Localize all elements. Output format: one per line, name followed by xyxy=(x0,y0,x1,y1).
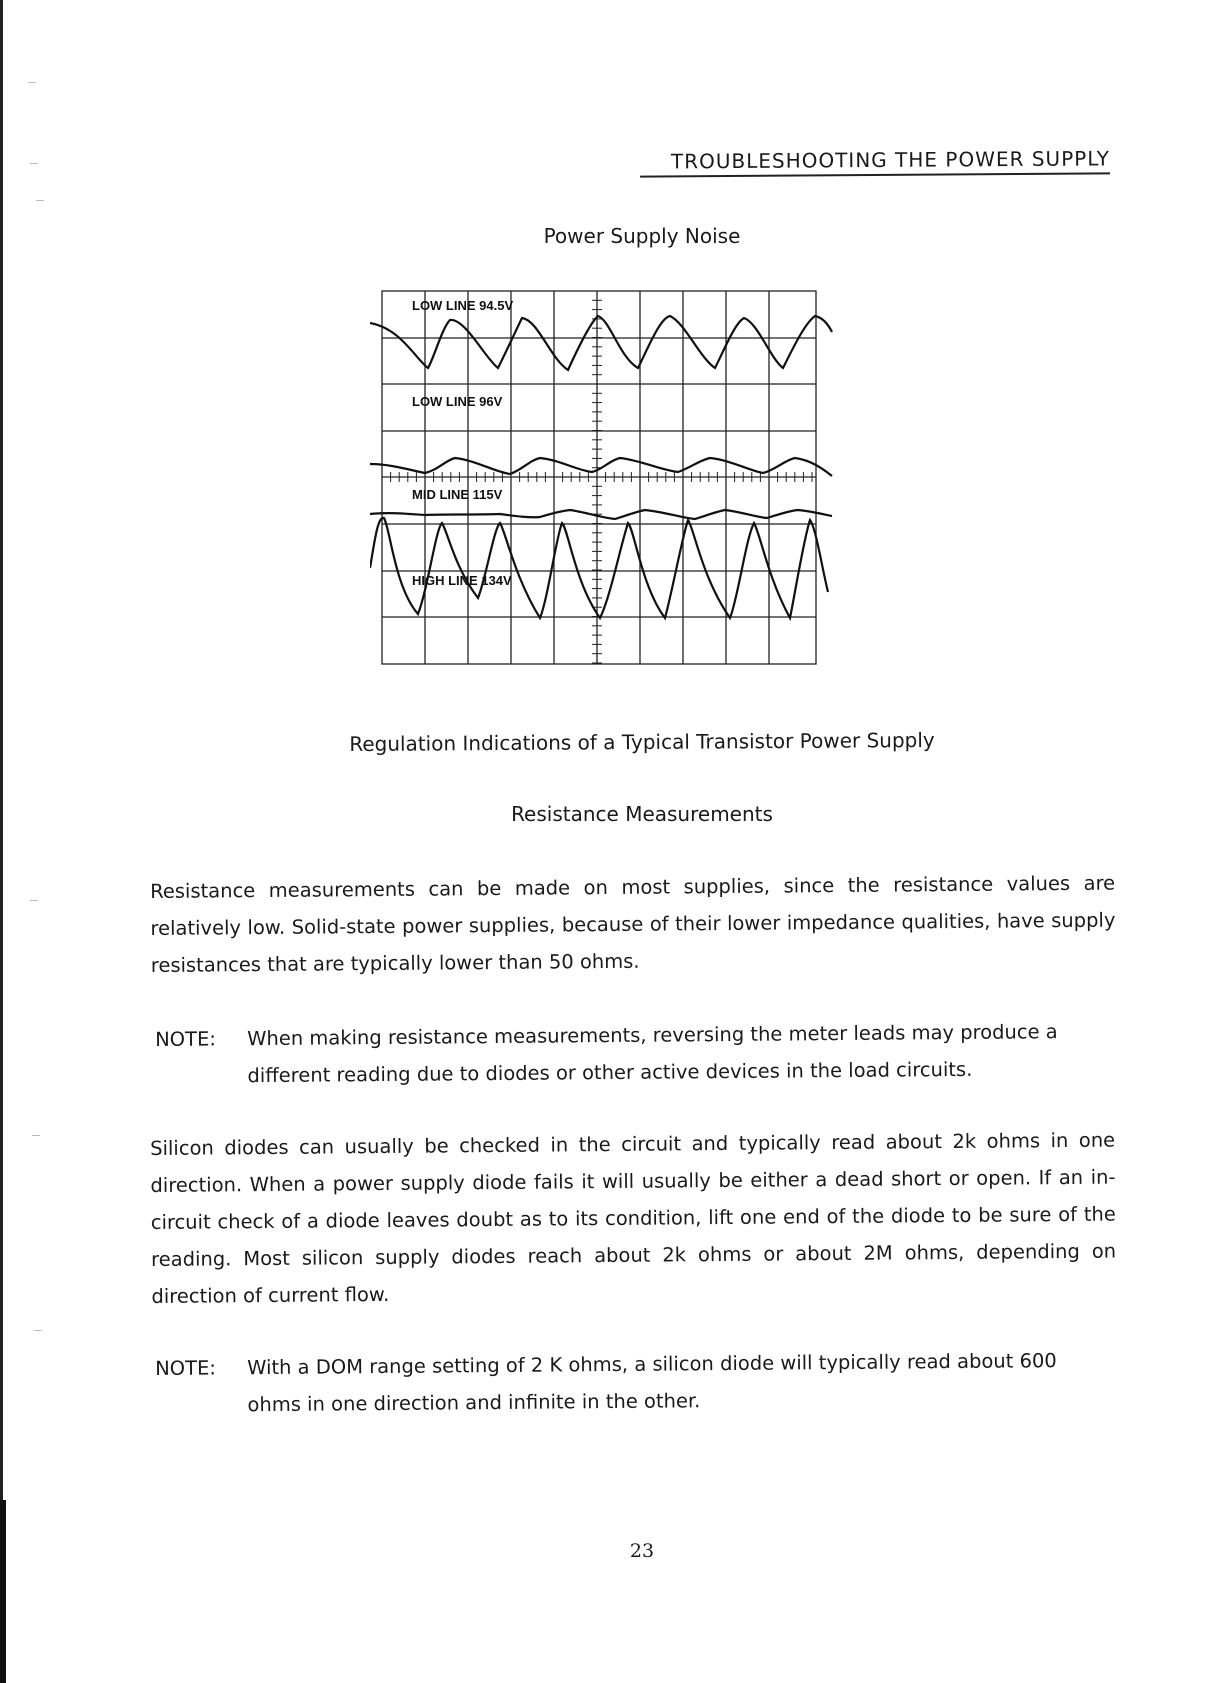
note-meter-leads xyxy=(155,1013,1116,1095)
scan-edge xyxy=(0,0,3,1683)
note-text: When making resistance measurements, reversing the meter leads may produce a different reading due to diodes or other active devices in the load circuits. xyxy=(247,1020,1058,1088)
scan-speck xyxy=(30,900,38,901)
paragraph-diodes: Silicon diodes can usually be checked in the circuit and typically read about 2k ohms in one direction. When a power supply diode fails it will usually be either a dead short or open. If an in-circuit check of a diode leaves doubt as to its condition, lift one end of the diode to be sure of the reading. Most silicon supply diodes reach about 2k ohms or about 2M ohms, depending on direction of current flow. xyxy=(150,1128,1117,1308)
scan-speck xyxy=(36,200,44,201)
trace-label-1: LOW LINE 94.5V xyxy=(412,298,514,313)
trace-labels xyxy=(412,298,513,588)
scan-edge-bottom xyxy=(0,1500,6,1683)
trace-label-3: MID LINE 115V xyxy=(412,487,503,502)
scan-speck xyxy=(34,1330,42,1331)
trace-low-line-96v xyxy=(370,458,832,476)
note-label: NOTE: xyxy=(155,1356,217,1380)
oscilloscope-figure xyxy=(370,288,840,678)
note-label: NOTE: xyxy=(155,1027,217,1051)
page-number: 23 xyxy=(629,1540,655,1562)
trace-label-2: LOW LINE 96V xyxy=(412,394,503,409)
note-text: With a DOM range setting of 2 K ohms, a silicon diode will typically read about 600 ohms in one direction and infinite in the other. xyxy=(247,1349,1057,1417)
section-heading: Resistance Measurements xyxy=(511,802,773,826)
trace-label-4: HIGH LINE 134V xyxy=(412,573,512,588)
figure-title: Power Supply Noise xyxy=(543,224,741,248)
paragraph-resistance: Resistance measurements can be made on most supplies, since the resistance values are relatively low. Solid-state power supplies, because of their lower impedance qualities, have supply resistances that are typically lower than 50 ohms. xyxy=(150,871,1116,977)
running-header: TROUBLESHOOTING THE POWER SUPPLY xyxy=(640,146,1110,177)
trace-low-line-94-5v xyxy=(370,316,832,370)
scan-speck xyxy=(32,1135,40,1136)
section-subtitle: Regulation Indications of a Typical Transistor Power Supply xyxy=(349,727,935,757)
scan-speck xyxy=(28,82,36,83)
note-dom-range xyxy=(155,1342,1116,1424)
scan-speck xyxy=(30,163,38,164)
